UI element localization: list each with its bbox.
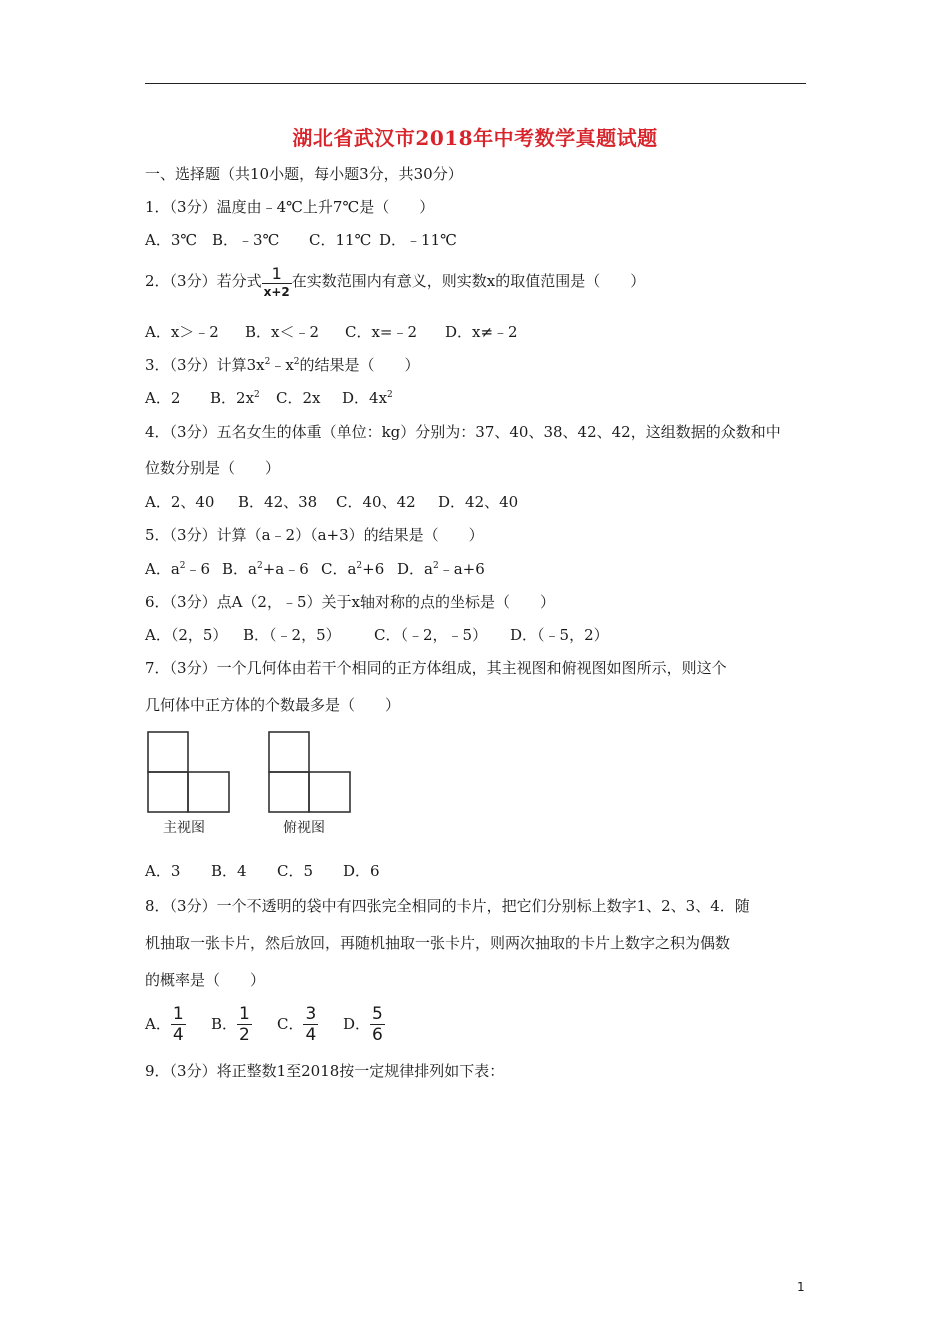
exponent: 2 (179, 561, 186, 571)
fraction-numerator: 1 (271, 264, 282, 283)
option-c (277, 1005, 343, 1044)
question-3-options (145, 388, 393, 408)
option-b: B．（﹣2，5） (243, 626, 341, 644)
exponent: 2 (256, 561, 263, 571)
option-d: D．x≠﹣2 (445, 323, 518, 341)
option-a: A．3℃ (145, 231, 198, 249)
question-7-line-1: 7．（3分）一个几何体由若干个相同的正方体组成，其主视图和俯视图如图所示，则这个 (145, 659, 727, 677)
option-c-rest: +6 (362, 560, 385, 578)
question-4-options (145, 492, 518, 512)
page-number: 1 (797, 1280, 805, 1294)
fraction-denominator: 4 (305, 1025, 317, 1045)
option-b-label: B． (211, 1015, 238, 1033)
option-c (321, 559, 397, 579)
option-c: C．（﹣2，﹣5） (374, 626, 488, 644)
fraction-numerator: 5 (372, 1004, 383, 1024)
section-heading: 一、选择题（共10小题，每小题3分，共30分） (145, 165, 463, 183)
question-1: 1．（3分）温度由﹣4℃上升7℃是（ ） (145, 198, 435, 216)
option-c-base: C．a (321, 560, 357, 578)
option-b: B．﹣3℃ (212, 231, 280, 249)
question-2-prefix: 2．（3分）若分式 (145, 272, 262, 290)
fraction-numerator: 3 (305, 1004, 317, 1024)
option-d (397, 559, 485, 579)
question-3-part2: ﹣x (270, 356, 294, 374)
question-7-line-2: 几何体中正方体的个数最多是（ ） (145, 696, 401, 714)
option-b (211, 1005, 277, 1044)
option-d (343, 1005, 385, 1044)
exponent: 2 (264, 357, 271, 367)
fraction-numerator: 1 (239, 1004, 250, 1024)
exponent: 2 (254, 390, 260, 400)
option-b-base: B．a (222, 560, 257, 578)
option-a (145, 1005, 211, 1044)
fraction-denominator: 6 (372, 1025, 383, 1045)
option-a: A．（2，5） (145, 626, 228, 644)
option-d: D．42、40 (438, 493, 519, 511)
exponent: 2 (387, 390, 393, 400)
option-b: B．4 (211, 862, 247, 880)
option-d-base: D．a (397, 560, 433, 578)
fraction (262, 266, 292, 298)
exponent: 2 (293, 357, 300, 367)
option-a-label: A． (145, 1015, 171, 1033)
fraction (370, 1006, 385, 1044)
option-a: A．2、40 (145, 493, 215, 511)
option-b (210, 388, 276, 408)
question-3-part1: 3．（3分）计算3x (145, 356, 265, 374)
option-a: A．x＞﹣2 (145, 323, 219, 341)
page-title: 湖北省武汉市2018年中考数学真题试题 (292, 126, 658, 150)
exponent: 2 (356, 561, 363, 571)
question-8-line-3: 的概率是（ ） (145, 971, 266, 989)
option-b: B．42、38 (238, 493, 318, 511)
option-a-base: A．a (145, 560, 180, 578)
option-d: D．（﹣5，2） (510, 626, 609, 644)
fraction (171, 1006, 186, 1044)
option-b-rest: +a﹣6 (262, 560, 309, 578)
option-d-text: D．4x (342, 389, 388, 407)
option-b (222, 559, 321, 579)
option-c: C．11℃ (309, 231, 372, 249)
question-6: 6．（3分）点A（2，﹣5）关于x轴对称的点的坐标是（ ） (145, 593, 555, 611)
option-d: D．6 (343, 862, 380, 880)
question-1-options (145, 230, 457, 250)
top-view-label: 俯视图 (283, 820, 325, 836)
option-b-text: B．2x (210, 389, 255, 407)
fraction-denominator: 2 (239, 1025, 250, 1045)
fraction-numerator: 1 (172, 1004, 184, 1024)
header-rule (145, 83, 806, 84)
question-6-options (145, 625, 609, 645)
question-5: 5．（3分）计算（a﹣2）（a+3）的结果是（ ） (145, 526, 484, 544)
question-3-part3: 的结果是（ ） (299, 356, 420, 374)
question-9: 9．（3分）将正整数1至2018按一定规律排列如下表： (145, 1062, 505, 1080)
views-figure (145, 728, 365, 843)
option-a: A．3 (145, 862, 181, 880)
question-5-options (145, 559, 485, 579)
option-a: A．2 (145, 389, 181, 407)
question-2-options (145, 322, 518, 342)
fraction (303, 1006, 318, 1044)
question-8-options (145, 1005, 385, 1044)
option-d: D．﹣11℃ (379, 231, 457, 249)
question-2 (145, 266, 645, 298)
question-8-line-2: 机抽取一张卡片，然后放回，再随机抽取一张卡片，则两次抽取的卡片上数字之积为偶数 (145, 934, 731, 952)
option-d-label: D． (343, 1015, 371, 1033)
question-7-options (145, 861, 380, 881)
option-b: B．x＜﹣2 (245, 323, 320, 341)
fraction-denominator: x+2 (263, 285, 290, 299)
question-2-suffix: 在实数范围内有意义，则实数x的取值范围是（ ） (291, 272, 646, 290)
front-view-diagram (148, 732, 229, 812)
question-8-line-1: 8．（3分）一个不透明的袋中有四张完全相同的卡片，把它们分别标上数字1、2、3、4．随 (145, 897, 750, 915)
question-3 (145, 355, 420, 375)
option-c: C．40、42 (336, 493, 416, 511)
exponent: 2 (432, 561, 439, 571)
fraction (237, 1006, 252, 1044)
question-4-line-1: 4．（3分）五名女生的体重（单位：kg）分别为：37、40、38、42、42，这组数据的众数和中 (145, 423, 781, 441)
fraction-denominator: 4 (172, 1025, 184, 1045)
option-c-label: C． (277, 1015, 304, 1033)
option-a (145, 559, 222, 579)
top-view-diagram (269, 732, 350, 812)
front-view-label: 主视图 (163, 820, 205, 836)
option-d-rest: ﹣a+6 (438, 560, 485, 578)
option-d (342, 388, 393, 408)
question-4-line-2: 位数分别是（ ） (145, 459, 281, 477)
option-a-rest: ﹣6 (185, 560, 211, 578)
option-c: C．5 (277, 862, 314, 880)
option-c: C．x=﹣2 (345, 323, 418, 341)
option-c: C．2x (276, 389, 321, 407)
